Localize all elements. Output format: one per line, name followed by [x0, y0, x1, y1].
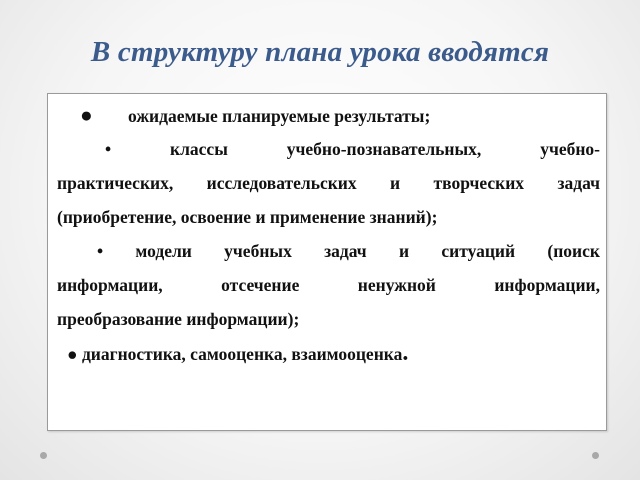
bullet-item-expected-results [80, 98, 600, 132]
bullet-line: преобразование информации); [57, 309, 300, 329]
bullet-line: • классы учебно-познавательных, учебно- [105, 139, 600, 159]
bullet-dot-icon: ● [80, 103, 93, 127]
slide-title: В структуру плана урока вводятся [90, 36, 550, 68]
nav-dot-left-icon [40, 452, 47, 459]
bullet-line: • модели учебных задач и ситуаций (поиск [97, 241, 600, 261]
bullet-line: (приобретение, освоение и применение знаний); [57, 207, 438, 227]
bullet-item-task-classes [57, 132, 600, 234]
content-box [47, 93, 607, 431]
nav-dot-right-icon [592, 452, 599, 459]
bullet-item-task-models [57, 234, 600, 336]
bullet-text: ожидаемые планируемые результаты; [128, 106, 431, 126]
bullet-line: информации, отсечение ненужной информации, [57, 275, 600, 295]
bullet-item-diagnostics [57, 336, 600, 370]
bullet-text: ● диагностика, самооценка, взаимооценка [67, 344, 403, 364]
bullet-line: практических, исследовательских и творческих задач [57, 173, 600, 193]
bullet-period: . [402, 340, 409, 366]
